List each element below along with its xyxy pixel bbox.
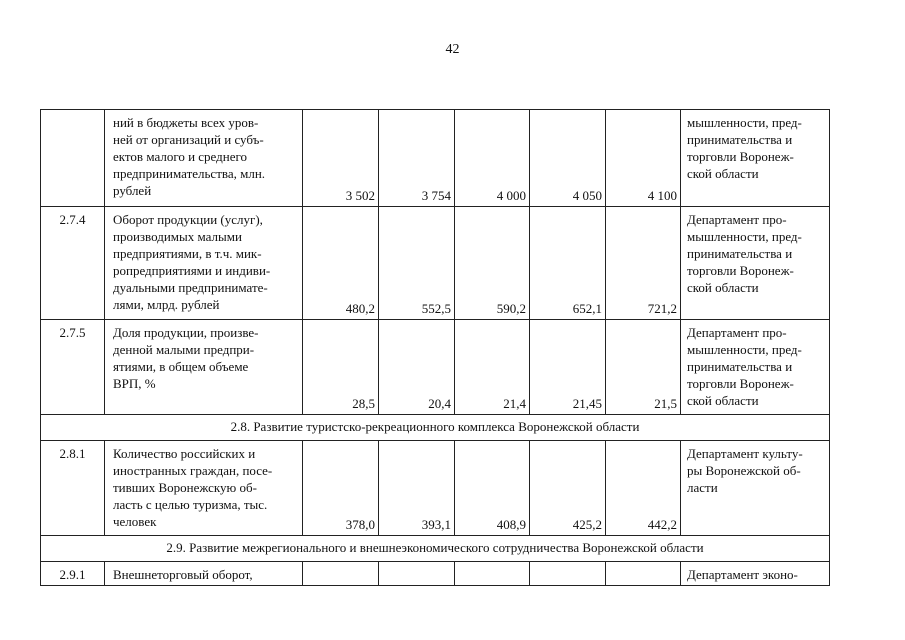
- table-row: [41, 441, 830, 536]
- responsible-department: Департамент про- мышленности, пред- принимательства и торговли Воронеж- ской области: [681, 207, 830, 320]
- value-cell: 28,5: [303, 320, 379, 415]
- table-row: [41, 110, 830, 207]
- value-cell: 4 000: [455, 110, 530, 207]
- row-number: 2.9.1: [41, 562, 105, 586]
- responsible-department: мышленности, пред- принимательства и торговли Воронеж- ской области: [681, 110, 830, 207]
- value-cell: [379, 562, 455, 586]
- row-number: [41, 110, 105, 207]
- value-cell: 425,2: [530, 441, 606, 536]
- value-cell: 4 100: [606, 110, 681, 207]
- page-number: 42: [445, 42, 460, 57]
- value-cell: 590,2: [455, 207, 530, 320]
- value-cell: 480,2: [303, 207, 379, 320]
- value-cell: 21,45: [530, 320, 606, 415]
- value-cell: 378,0: [303, 441, 379, 536]
- value-cell: [530, 562, 606, 586]
- row-number: 2.7.5: [41, 320, 105, 415]
- responsible-department: Департамент про- мышленности, пред- принимательства и торговли Воронеж- ской области: [681, 320, 830, 415]
- value-cell: 3 754: [379, 110, 455, 207]
- value-cell: 20,4: [379, 320, 455, 415]
- row-number: 2.8.1: [41, 441, 105, 536]
- value-cell: 652,1: [530, 207, 606, 320]
- indicator-description: Количество российских и иностранных граждан, посе- тивших Воронежскую об- ласть с целью туризма, тыс. человек: [105, 441, 303, 536]
- responsible-department: Департамент эконо-: [681, 562, 830, 586]
- table-row: [41, 562, 830, 586]
- indicator-description: Доля продукции, произве- денной малыми предпри- ятиями, в общем объеме ВРП, %: [105, 320, 303, 415]
- value-cell: [303, 562, 379, 586]
- value-cell: 408,9: [455, 441, 530, 536]
- table-row: [41, 320, 830, 415]
- section-heading-row: [41, 536, 830, 562]
- value-cell: 3 502: [303, 110, 379, 207]
- indicator-description: Оборот продукции (услуг), производимых малыми предприятиями, в т.ч. мик- ропредприятиями и индиви- дуальными предпринимате- лями, млрд. рублей: [105, 207, 303, 320]
- value-cell: 21,4: [455, 320, 530, 415]
- indicators-table: [40, 109, 830, 586]
- responsible-department: Департамент культу- ры Воронежской об- ласти: [681, 441, 830, 536]
- value-cell: 442,2: [606, 441, 681, 536]
- value-cell: [606, 562, 681, 586]
- value-cell: [455, 562, 530, 586]
- section-heading: 2.8. Развитие туристско-рекреационного комплекса Воронежской области: [41, 415, 830, 441]
- value-cell: 552,5: [379, 207, 455, 320]
- section-heading: 2.9. Развитие межрегионального и внешнеэкономического сотрудничества Воронежской области: [41, 536, 830, 562]
- value-cell: 21,5: [606, 320, 681, 415]
- indicator-description: Внешнеторговый оборот,: [105, 562, 303, 586]
- indicator-description: ний в бюджеты всех уров- ней от организаций и субъ- ектов малого и среднего предпринимательства, млн. рублей: [105, 110, 303, 207]
- row-number: 2.7.4: [41, 207, 105, 320]
- table-row: [41, 207, 830, 320]
- value-cell: 721,2: [606, 207, 681, 320]
- value-cell: 4 050: [530, 110, 606, 207]
- section-heading-row: [41, 415, 830, 441]
- value-cell: 393,1: [379, 441, 455, 536]
